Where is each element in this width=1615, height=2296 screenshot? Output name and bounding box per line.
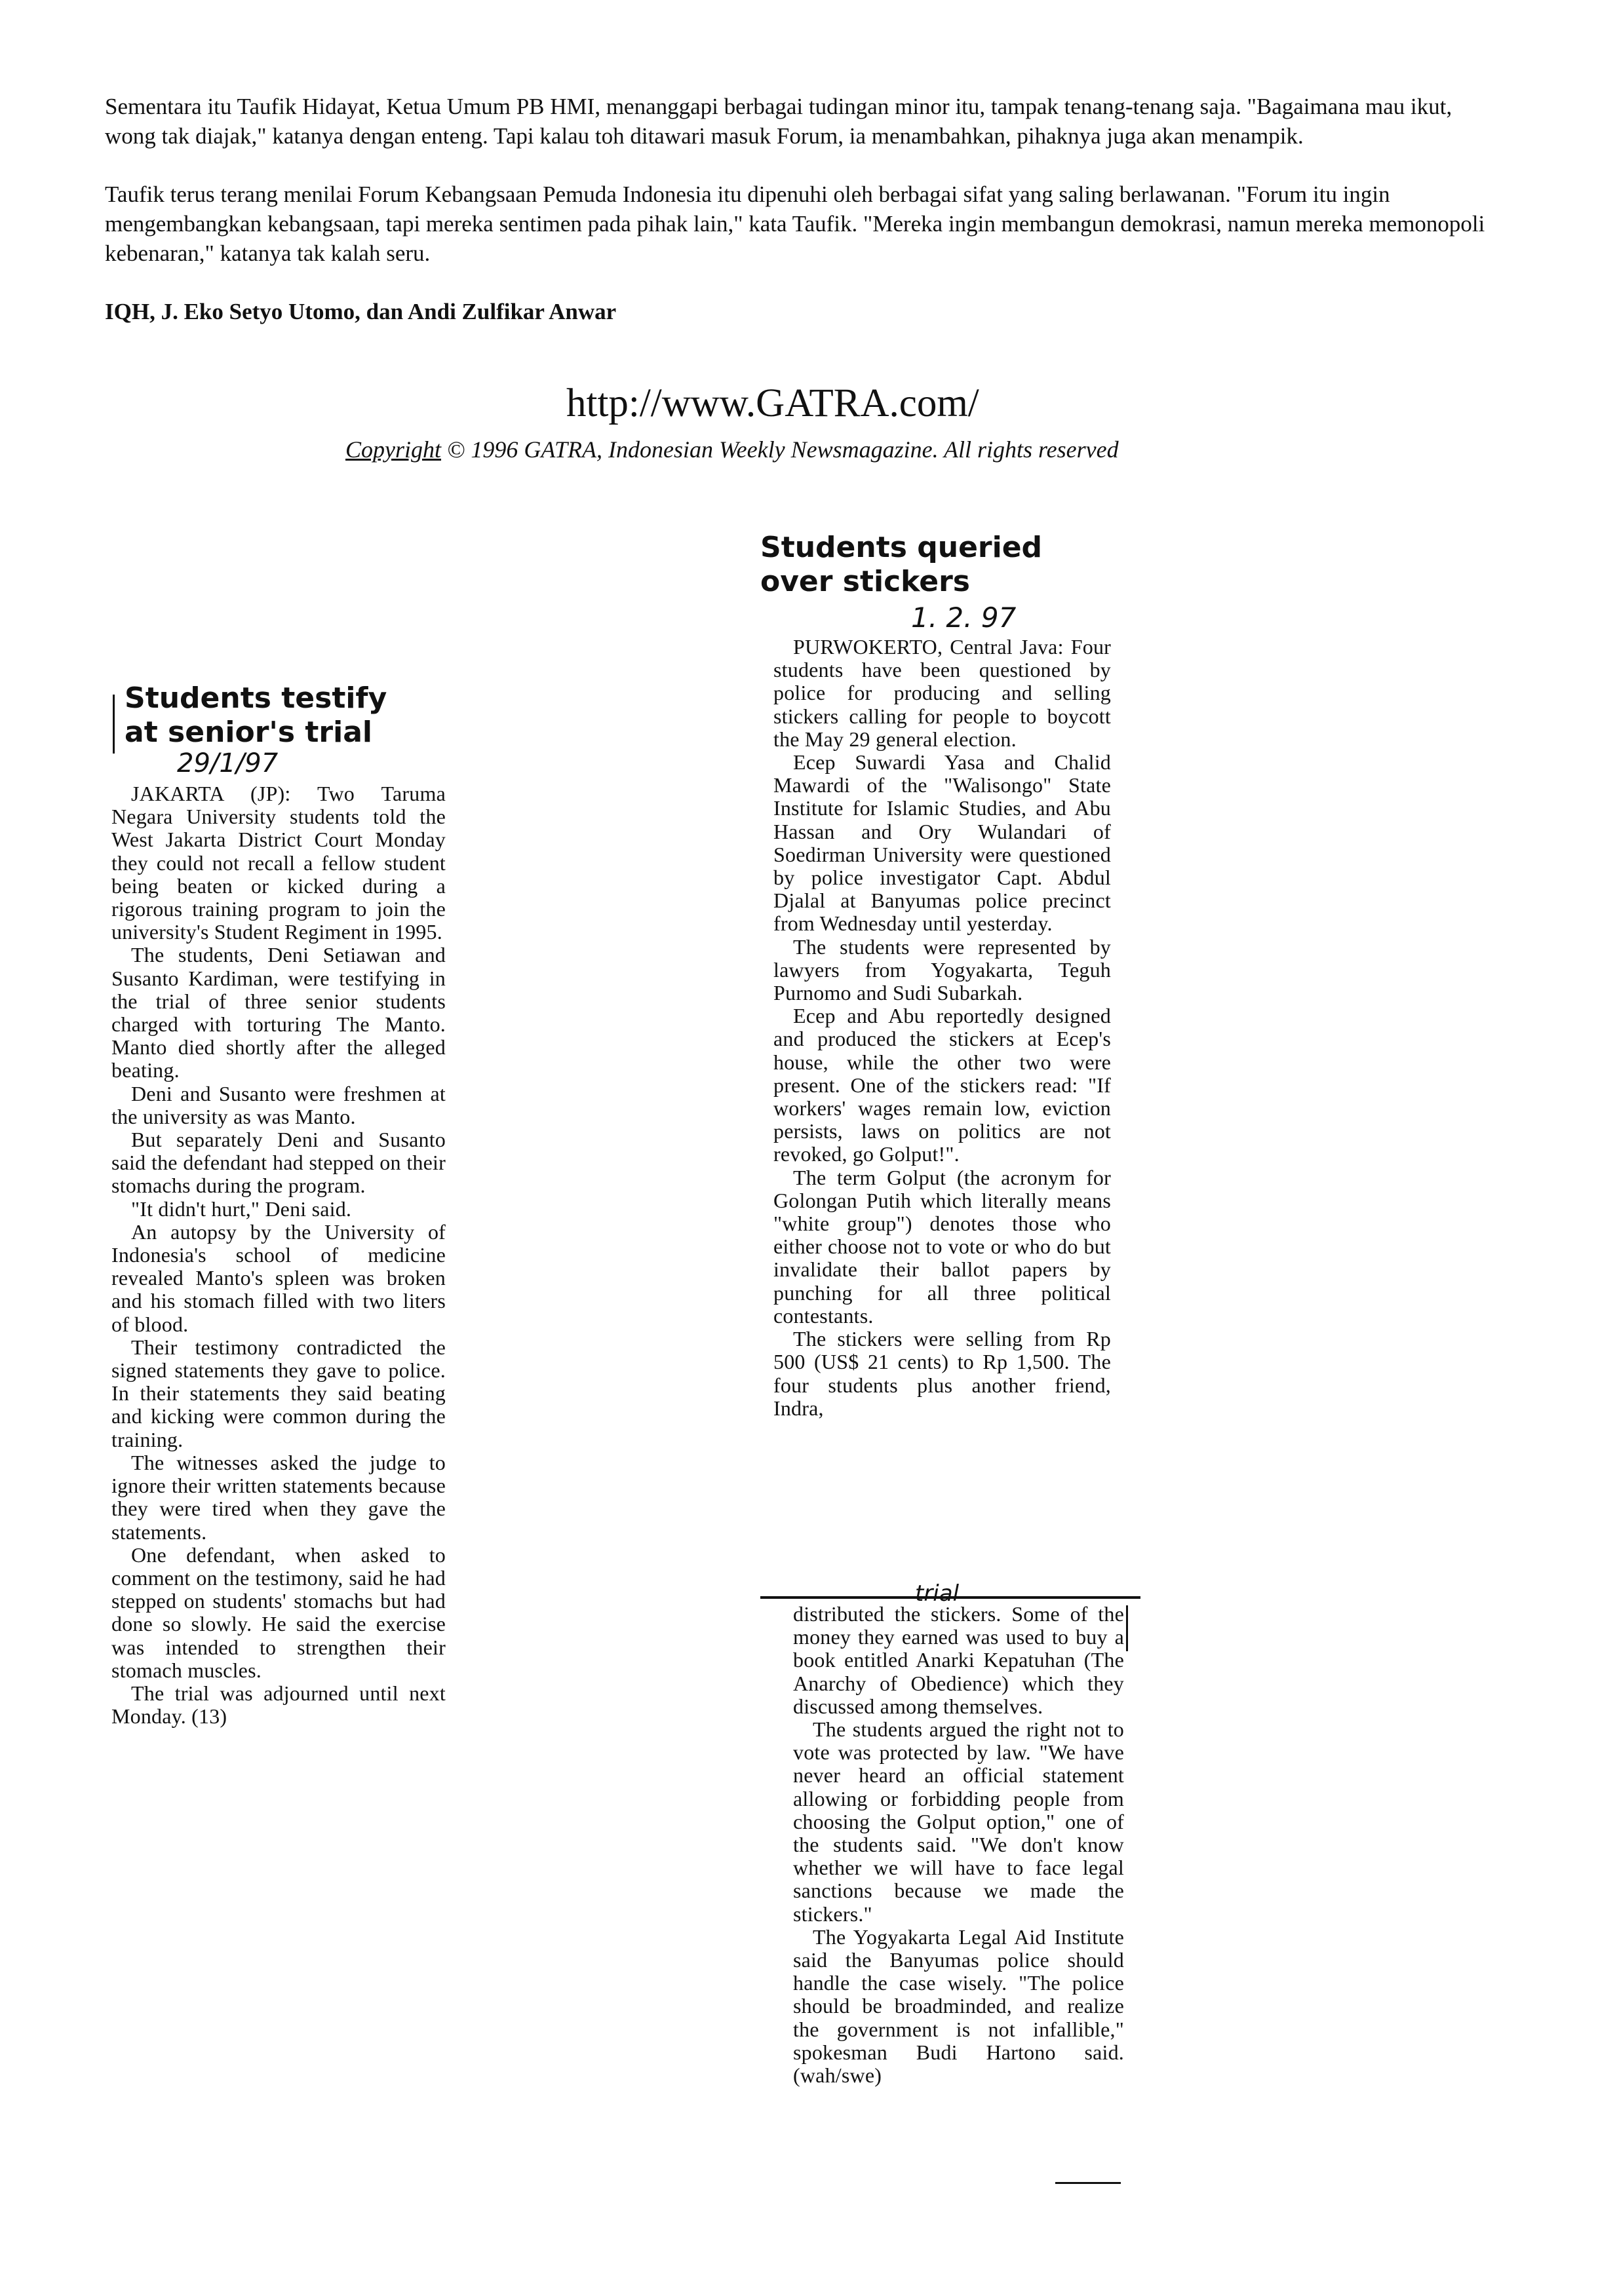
clipping-right-continued — [793, 1603, 1124, 2087]
clipping-right-title-1: Students queried — [760, 531, 1043, 564]
clipping-paragraph: The term Golput (the acronym for Golongan Putih which literally means "white group") denotes those who either choose not to vote or who do but invalidate their ballot papers by punching for all three political contestants. — [773, 1165, 1111, 1328]
copyright-link[interactable]: Copyright — [345, 436, 442, 463]
clipping-right-title-2: over stickers — [760, 565, 970, 598]
clipping-paragraph: "It didn't hurt," Deni said. — [131, 1196, 352, 1221]
gatra-url[interactable]: http://www.GATRA.com/ — [566, 381, 979, 425]
clipping-paragraph: An autopsy by the University of Indonesia's school of medicine revealed Manto's spleen was broken and his stomach filled with two liters of blood. — [111, 1219, 446, 1336]
clipping-paragraph: Ecep Suwardi Yasa and Chalid Mawardi of the "Walisongo" State Institute for Islamic Studies, and Abu Hassan and Ory Wulandari of Soedirman University were questioned by police investigator Capt. Abdul Djalal at Banyumas police precinct from Wednesday until yesterday. — [773, 750, 1111, 936]
clip-bracket-end — [1055, 2182, 1121, 2184]
byline: IQH, J. Eko Setyo Utomo, dan Andi Zulfikar Anwar — [105, 299, 617, 324]
clipping-paragraph: The witnesses asked the judge to ignore their written statements because they were tired when they gave the statements. — [111, 1450, 446, 1544]
clipping-paragraph: The Yogyakarta Legal Aid Institute said the Banyumas police should handle the case wisely. "The police should be broadminded, and realize the government is not infallible," spokesman Budi Hartono said. (wah/swe) — [793, 1924, 1124, 2088]
clip-bracket-left — [113, 695, 115, 754]
clipping-paragraph: One defendant, when asked to comment on the testimony, said he had stepped on students' stomachs but had done so slowly. He said the exercise was intended to strengthen their stomach muscles. — [111, 1542, 446, 1682]
clipping-paragraph: The students, Deni Setiawan and Susanto Kardiman, were testifying in the trial of three senior students charged with torturing The Manto. Manto died shortly after the alleged beating. — [111, 943, 446, 1082]
clip-bracket-right — [1126, 1605, 1128, 1651]
gatra-article — [105, 92, 1494, 326]
clipping-paragraph: The stickers were selling from Rp 500 (US$ 21 cents) to Rp 1,500. The four students plus another friend, Indra, — [773, 1327, 1111, 1420]
clipping-paragraph: Deni and Susanto were freshmen at the university as was Manto. — [111, 1081, 446, 1128]
copyright-line — [345, 435, 1119, 464]
clipping-paragraph: PURWOKERTO, Central Java: Four students have been questioned by police for producing and selling stickers calling for people to boycott the May 29 general election. — [773, 635, 1111, 751]
handwritten-note: trial — [915, 1580, 960, 1607]
clipping-paragraph: The trial was adjourned until next Monday. (13) — [111, 1681, 446, 1729]
clipping-left-title-1: Students testify — [125, 681, 387, 715]
article-paragraph: Sementara itu Taufik Hidayat, Ketua Umum PB HMI, menanggapi berbagai tudingan minor itu, tampak tenang-tenang saja. "Bagaimana mau ikut, wong tak diajak," katanya dengan enteng. Tapi kalau toh ditawari masuk Forum, ia menambahkan, pihaknya juga akan menampik. — [105, 94, 1452, 149]
handwritten-date: 29/1/97 — [177, 748, 279, 778]
clipping-right — [760, 531, 1111, 1420]
clipping-paragraph: The students argued the right not to vote was protected by law. "We have never heard an official statement allowing or forbidding people from choosing the Golput option," one of the students said. "We don't know whether we will have to face legal sanctions because we made the stickers." — [793, 1717, 1124, 1926]
handwritten-date: 1. 2. 97 — [911, 602, 1017, 634]
clipping-paragraph: The students were represented by lawyers from Yogyakarta, Teguh Purnomo and Sudi Subarkah. — [773, 934, 1111, 1005]
clipping-left — [111, 681, 446, 1728]
article-paragraph: Taufik terus terang menilai Forum Kebangsaan Pemuda Indonesia itu dipenuhi oleh berbagai sifat yang saling berlawanan. "Forum itu ingin mengembangkan kebangsaan, tapi mereka sentimen pada pihak lain," kata Taufik. "Mereka ingin membangun demokrasi, namun mereka memonopoli kebenaran," katanya tak kalah seru. — [105, 182, 1485, 266]
clipping-paragraph: Their testimony contradicted the signed statements they gave to police. In their statements they said beating and kicking were common during the training. — [111, 1335, 446, 1451]
clipping-paragraph: JAKARTA (JP): Two Taruma Negara University students told the West Jakarta District Court Monday they could not recall a fellow student being beaten or kicked during a rigorous training program to join the university's Student Regiment in 1995. — [111, 782, 446, 944]
clipping-paragraph: distributed the stickers. Some of the money they earned was used to buy a book entitled Anarki Kepatuhan (The Anarchy of Obedience) which they discussed among themselves. — [793, 1602, 1124, 1718]
clipping-paragraph: But separately Deni and Susanto said the defendant had stepped on their stomachs during the program. — [111, 1128, 446, 1198]
clipping-paragraph: Ecep and Abu reportedly designed and produced the stickers at Ecep's house, while the other two were present. One of the stickers read: "If workers' wages remain low, eviction persists, laws on politics are not revoked, go Golput!". — [773, 1004, 1111, 1166]
copyright-text: © 1996 GATRA, Indonesian Weekly Newsmagazine. All rights reserved — [441, 436, 1119, 463]
clipping-left-title-2: at senior's trial — [125, 716, 372, 749]
